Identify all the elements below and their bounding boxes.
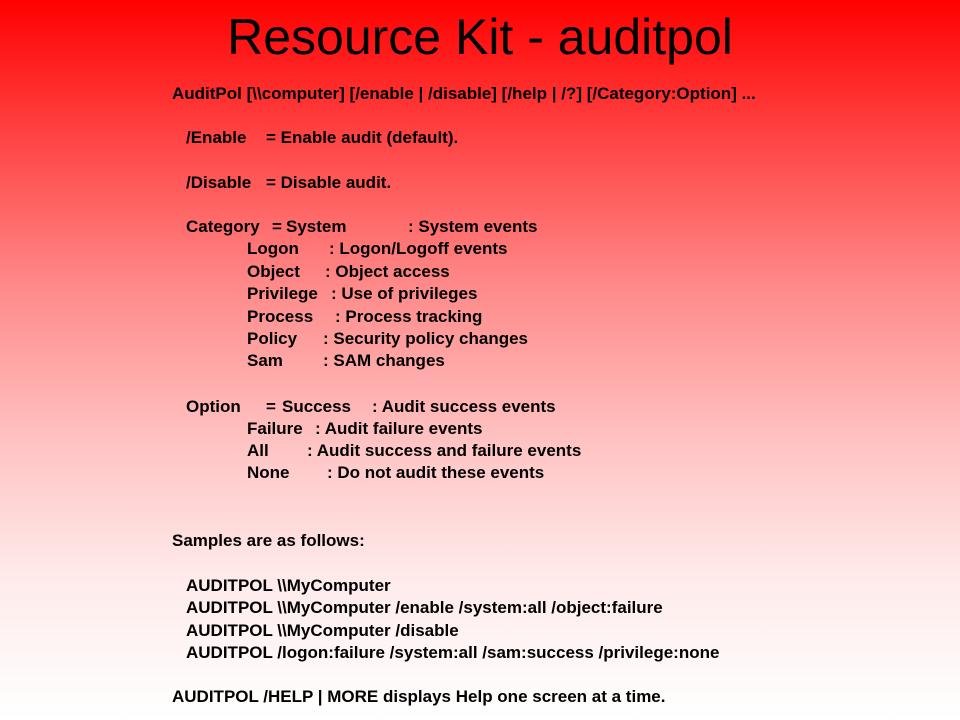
category-row xyxy=(247,350,947,372)
category-row xyxy=(247,261,947,283)
category-label: Category xyxy=(186,217,260,236)
option-eq: = xyxy=(266,397,276,416)
disable-desc: = Disable audit. xyxy=(266,173,392,192)
option-desc: : Audit success and failure events xyxy=(307,441,582,460)
category-row xyxy=(247,238,947,260)
samples-heading: Samples are as follows: xyxy=(172,531,365,550)
enable-row xyxy=(186,127,886,149)
enable-desc: = Enable audit (default). xyxy=(266,128,459,147)
sample-command: AUDITPOL \\MyComputer xyxy=(186,576,391,595)
category-desc: : Use of privileges xyxy=(331,284,478,303)
category-row xyxy=(247,283,947,305)
category-name: Sam xyxy=(247,351,283,370)
option-name: None xyxy=(247,463,290,482)
category-name: Object xyxy=(247,262,300,281)
option-row xyxy=(247,462,947,484)
option-desc: : Audit failure events xyxy=(315,419,483,438)
category-desc: : System events xyxy=(408,217,538,236)
option-desc: : Do not audit these events xyxy=(327,463,545,482)
enable-switch: /Enable xyxy=(186,128,247,147)
category-row xyxy=(247,306,947,328)
option-name: All xyxy=(247,441,269,460)
usage-syntax: AuditPol [\\computer] [/enable | /disable] [/help | /?] [/Category:Option] ... xyxy=(172,84,756,103)
option-row xyxy=(247,440,947,462)
category-eq: = xyxy=(272,217,282,236)
sample-command: AUDITPOL /logon:failure /system:all /sam:success /privilege:none xyxy=(186,643,720,662)
category-desc: : Logon/Logoff events xyxy=(329,239,508,258)
category-name: Privilege xyxy=(247,284,318,303)
category-name: Process xyxy=(247,307,314,326)
option-name: Success xyxy=(282,397,351,416)
option-row xyxy=(186,396,886,418)
slide-title: Resource Kit - auditpol xyxy=(227,9,733,65)
category-name: Logon xyxy=(247,239,299,258)
option-desc: : Audit success events xyxy=(372,397,556,416)
sample-command: AUDITPOL \\MyComputer /disable xyxy=(186,621,459,640)
disable-row xyxy=(186,172,886,194)
category-name: System xyxy=(286,217,347,236)
option-label: Option xyxy=(186,397,241,416)
category-desc: : SAM changes xyxy=(323,351,445,370)
sample-command: AUDITPOL \\MyComputer /enable /system:all /object:failure xyxy=(186,598,663,617)
category-desc: : Security policy changes xyxy=(323,329,529,348)
option-row xyxy=(247,418,947,440)
category-name: Policy xyxy=(247,329,298,348)
category-desc: : Object access xyxy=(325,262,450,281)
disable-switch: /Disable xyxy=(186,173,252,192)
help-note: AUDITPOL /HELP | MORE displays Help one screen at a time. xyxy=(172,687,666,706)
option-name: Failure xyxy=(247,419,303,438)
category-row xyxy=(247,328,947,350)
category-desc: : Process tracking xyxy=(335,307,483,326)
category-row xyxy=(186,216,886,238)
